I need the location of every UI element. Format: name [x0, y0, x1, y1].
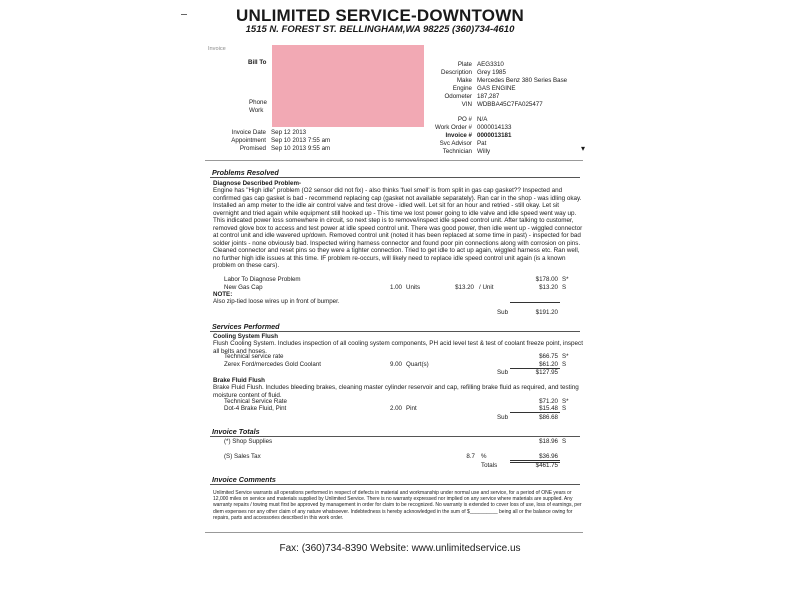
- engine-value: GAS ENGINE: [477, 85, 516, 92]
- part-qty: 1.00: [389, 284, 402, 291]
- brake-labor-desc: Technical Service Rate: [224, 398, 287, 405]
- labor-amount: $178.00: [535, 276, 558, 283]
- odometer-value: 187,287: [477, 93, 500, 100]
- promised-label: Promised: [239, 145, 266, 152]
- cooling-part-unit: Quart(s): [406, 361, 429, 368]
- make-value: Mercedes Benz 380 Series Base: [477, 77, 568, 84]
- header-divider: [205, 160, 583, 161]
- brake-part-qty: 2.00: [389, 405, 402, 412]
- part-code: S: [562, 284, 567, 291]
- brake-sub-amount: $86.68: [539, 414, 558, 421]
- totals-heading: Invoice Totals: [212, 427, 260, 436]
- problems-sub-amount: $191.20: [535, 309, 558, 316]
- cooling-labor-amount: $66.75: [539, 353, 558, 360]
- footer-divider: [205, 532, 583, 533]
- cooling-part-desc: Zerex Ford/mercedes Gold Coolant: [224, 361, 321, 368]
- technician-value: Willy: [477, 148, 491, 155]
- note-text: Also zip-tied loose wires up in front of bumper.: [213, 298, 340, 305]
- problems-heading: Problems Resolved: [212, 168, 279, 177]
- appointment-label: Appointment: [231, 137, 266, 144]
- invoice-date: Sep 12 2013: [271, 129, 307, 136]
- cooling-part-code: S: [562, 361, 567, 368]
- part-desc: New Gas Cap: [224, 284, 263, 291]
- shop-name: UNLIMITED SERVICE-DOWNTOWN: [236, 6, 524, 25]
- pin-mark: ▾: [581, 144, 586, 153]
- advisor-value: Pat: [477, 140, 487, 147]
- odometer-label: Odometer: [444, 93, 472, 100]
- problem-title: Diagnose Described Problem-: [213, 180, 302, 187]
- comments-rule: [210, 484, 580, 485]
- work-order-value: 0000014133: [477, 124, 512, 131]
- part-price: $13.20: [455, 284, 474, 291]
- labor-desc: Labor To Diagnose Problem: [224, 276, 301, 283]
- labor-code: S*: [562, 276, 569, 283]
- part-per: / Unit: [479, 284, 494, 291]
- brake-part-amount: $15.48: [539, 405, 558, 412]
- brake-description: Brake Fluid Flush. Includes bleeding brakes, cleaning master cylinder reservoir and cap, refilling brake fluid as required, and testing moisture content of fluid.: [213, 384, 579, 399]
- problem-description: Engine has "High idle" problem (O2 sensor did not fix) - also thinks 'fuel smell' is from split in gas cap gasket?? Inspected and confirmed gas cap gasket is bad - recommend replacing cap (gasket not available separately). Ran car in the shop - was idling okay. Installed an amp meter to the idle air control valve and test drove - idled well. Let sit for an hour and retried - still okay. Let sit overnight and tried again while equipment still hooked up - This time we lost power going to idle valve and idle speed went way up. This indicated power loss somewhere in circuit, so next step is to remove/inspect idle speed control unit. After talking to customer, removed glove box to access and test power at idle speed control unit. There was good power, then idle went up - wiggled connector at control unit and idle wavered up/down. Removed control unit (noted it has been replaced at some time in past) - inspected for bad solder joints - none obviously bad. Inspected wiring harness connector and found poor pin connections along with corrosion on pins. Cleaned connector and reset pins so they were a tighter connection. Tried to get idle to act up again, wiggled harness etc. Ran well, no further high idle issues at this time. IF problem re-occurs, will likely need to replace idle speed control unit again (is a known problem on these cars).: [213, 187, 583, 269]
- cooling-labor-desc: Technical service rate: [224, 353, 284, 360]
- plate-label: Plate: [457, 61, 472, 68]
- plate-value: AEG3310: [477, 61, 504, 68]
- vin-label: VIN: [461, 101, 472, 108]
- sub-rule: [510, 302, 560, 303]
- brake-labor-code: S*: [562, 398, 569, 405]
- problems-sub-label: Sub: [497, 309, 509, 316]
- comments-heading: Invoice Comments: [212, 475, 276, 484]
- work-label: Work: [249, 107, 264, 114]
- vin-value: WDBBA45C7FA025477: [477, 101, 543, 108]
- work-order-label: Work Order #: [434, 124, 472, 131]
- grand-total-label: Totals: [481, 462, 498, 469]
- invoice-number-value: 0000013181: [477, 132, 512, 139]
- sales-tax-pct: %: [481, 453, 487, 460]
- cooling-part-qty: 9.00: [389, 361, 402, 368]
- sales-tax-amount: $36.96: [539, 453, 558, 460]
- note-label: NOTE:: [213, 291, 233, 298]
- cooling-title: Cooling System Flush: [213, 333, 278, 340]
- invoice-number-label: Invoice #: [445, 132, 472, 139]
- services-rule: [210, 331, 580, 332]
- brake-part-unit: Pint: [406, 405, 417, 412]
- appointment-date: Sep 10 2013 7:55 am: [271, 137, 331, 144]
- make-label: Make: [456, 77, 472, 84]
- totals-rule: [210, 436, 580, 437]
- description-label: Description: [441, 69, 472, 76]
- services-heading: Services Performed: [212, 322, 280, 331]
- technician-label: Technician: [442, 148, 472, 155]
- shop-supplies-code: S: [562, 438, 567, 445]
- promised-date: Sep 10 2013 9:55 am: [271, 145, 331, 152]
- warranty-text: Unlimited Service warrants all operations performed in respect of defects in material and workmanship under normal use and service, for a period of ONE years or 12,000 miles on service and materials supplied by Unlimited Service. There is no warranty expressed nor implied on any service where materials are supplied. Any warranty repairs / towing must first be approved by management in order for claim to be recognized. No warranty is extended to cover loss of use, loss of earnings, per diem expenses nor any other claim of any nature whatsoever. Indebtedness is hereby acknowledged in the sum of $__________ being all or the balance owing for repairs, parts and accessories described in this work order.: [213, 490, 582, 521]
- footer-contact: Fax: (360)734-8390 Website: www.unlimitedservice.us: [279, 543, 521, 554]
- invoice-date-label: Invoice Date: [231, 129, 266, 136]
- cooling-labor-code: S*: [562, 353, 569, 360]
- cooling-sub-amount: $127.95: [535, 369, 558, 376]
- problems-rule: [210, 177, 580, 178]
- advisor-label: Svc Advisor: [439, 140, 472, 147]
- grand-total-amount: $461.75: [535, 462, 558, 469]
- shop-supplies-amount: $18.96: [539, 438, 558, 445]
- doc-label: Invoice: [208, 46, 226, 52]
- bill-to-label: Bill To: [248, 59, 267, 66]
- po-label: PO #: [457, 116, 472, 123]
- brake-sub-label: Sub: [497, 414, 509, 421]
- engine-label: Engine: [452, 85, 472, 92]
- cooling-part-amount: $61.20: [539, 361, 558, 368]
- brake-part-desc: Dot-4 Brake Fluid, Pint: [224, 405, 287, 412]
- part-amount: $13.20: [539, 284, 558, 291]
- phone-label: Phone: [249, 99, 267, 106]
- brake-part-code: S: [562, 405, 567, 412]
- cooling-sub-label: Sub: [497, 369, 509, 376]
- redacted-customer-info: [272, 45, 424, 127]
- brake-title: Brake Fluid Flush: [213, 377, 265, 384]
- part-unit: Units: [406, 284, 421, 291]
- shop-address: 1515 N. FOREST ST. BELLINGHAM,WA 98225 (360)734-4610: [245, 24, 515, 35]
- cooling-description: Flush Cooling System. Includes inspection of all cooling system components, PH acid level test & test of coolant freeze point, inspect all belts and hoses.: [213, 340, 583, 355]
- description-value: Grey 1985: [477, 69, 506, 76]
- brake-labor-amount: $71.20: [539, 398, 558, 405]
- shop-supplies-label: (*) Shop Supplies: [224, 438, 273, 445]
- sales-tax-label: (S) Sales Tax: [224, 453, 261, 460]
- sales-tax-rate: 8.7: [466, 453, 475, 460]
- brake-sub-rule: [510, 412, 560, 413]
- po-value: N/A: [477, 116, 488, 123]
